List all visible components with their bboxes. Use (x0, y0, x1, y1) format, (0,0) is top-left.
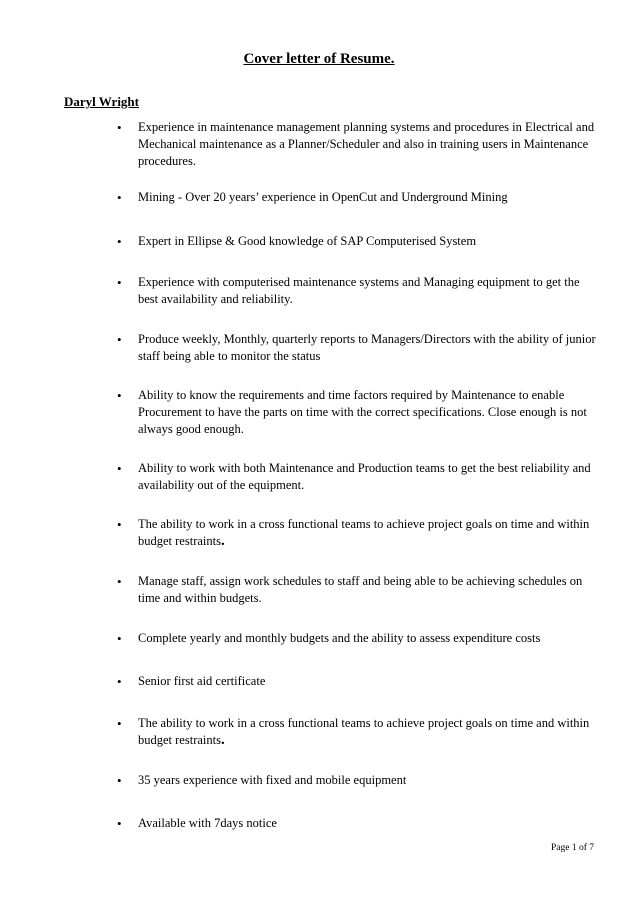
bullet-icon: • (117, 190, 122, 205)
bullet-icon: • (117, 461, 122, 476)
author-name: Daryl Wright (64, 94, 139, 109)
list-item-body: The ability to work in a cross functional teams to achieve project goals on time and within budget restraints (138, 517, 590, 548)
list-item-text: Manage staff, assign work schedules to staff and being able to be achieving schedules on time and within budgets. (138, 574, 583, 605)
bullet-icon: • (117, 234, 122, 249)
bullet-icon: • (117, 716, 122, 731)
list-item-text: Available with 7days notice (138, 816, 277, 830)
list-item-text (138, 715, 598, 749)
list-item-text: Complete yearly and monthly budgets and the ability to assess expenditure costs (138, 631, 541, 645)
list-item-text (138, 516, 598, 550)
list-item-text: Ability to work with both Maintenance and Production teams to get the best reliability and availability out of the equipment. (138, 461, 591, 492)
bullet-icon: • (117, 816, 122, 831)
bullet-icon: • (117, 574, 122, 589)
bullet-icon: • (117, 674, 122, 689)
bullet-icon: • (117, 120, 122, 135)
list-item-text: Senior first aid certificate (138, 674, 266, 688)
page-number: Page 1 of 7 (550, 843, 594, 853)
bullet-icon: • (117, 631, 122, 646)
list-item-text: 35 years experience with fixed and mobile equipment (138, 773, 407, 787)
list-item-body: The ability to work in a cross functional teams to achieve project goals on time and within budget restraints (138, 716, 590, 747)
bullet-icon: • (117, 332, 122, 347)
bullet-icon: • (117, 773, 122, 788)
list-item-text: Mining - Over 20 years’ experience in OpenCut and Underground Mining (138, 190, 508, 204)
list-item-end-dot: . (220, 732, 225, 748)
list-item-text: Experience in maintenance management planning systems and procedures in Electrical and Mechanical maintenance as a Planner/Scheduler and also in training users in Maintenance procedures. (138, 120, 595, 168)
list-item-end-dot: . (220, 533, 225, 549)
bullet-icon: • (117, 517, 122, 532)
list-item-text: Produce weekly, Monthly, quarterly reports to Managers/Directors with the ability of junior staff being able to monitor the status (138, 332, 596, 363)
bullet-icon: • (117, 275, 122, 290)
list-item-text: Experience with computerised maintenance systems and Managing equipment to get the best availability and reliability. (138, 275, 580, 306)
page-title: Cover letter of Resume. (243, 51, 395, 67)
bullet-icon: • (117, 388, 122, 403)
list-item-text: Expert in Ellipse & Good knowledge of SAP Computerised System (138, 234, 477, 248)
list-item-text: Ability to know the requirements and time factors required by Maintenance to enable Procurement to have the parts on time with the correct specifications. Close enough is not always good enough. (138, 388, 587, 436)
